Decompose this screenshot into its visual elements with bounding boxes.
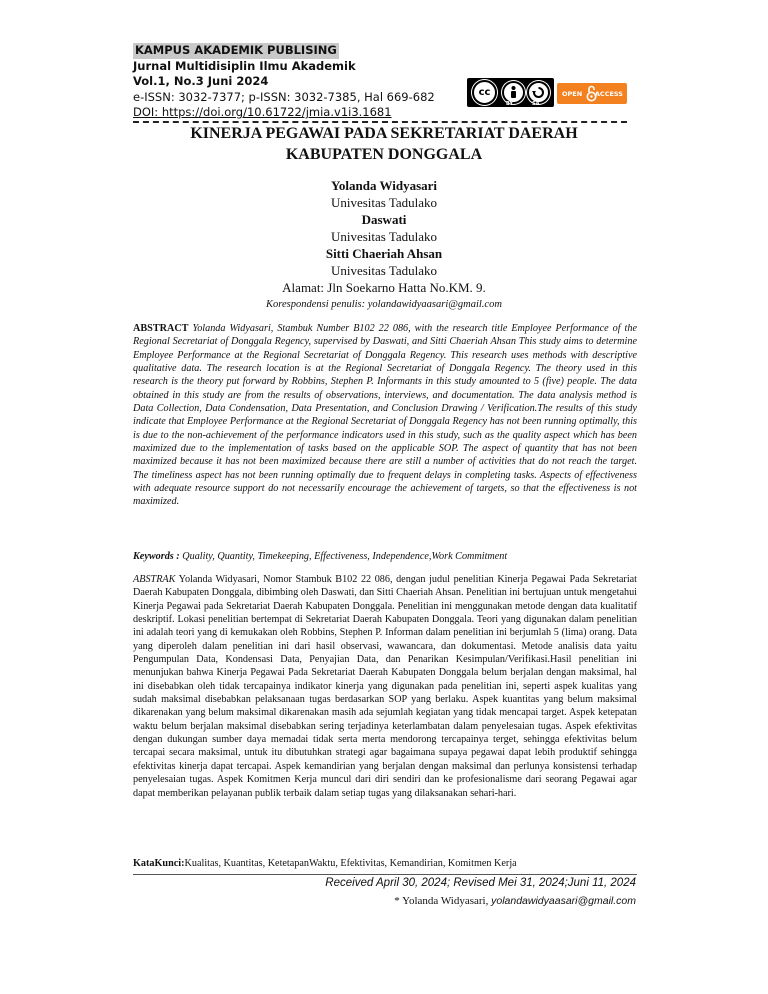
received-dates: Received April 30, 2024; Revised Mei 31, 2024;Juni 11, 2024 (325, 877, 636, 889)
footnote-author: * Yolanda Widyasari, (394, 895, 489, 907)
author-name: Daswati (361, 212, 407, 227)
keywords-english (133, 550, 637, 563)
open-access-badge[interactable] (557, 83, 627, 104)
footer-divider (133, 874, 637, 875)
doi-link[interactable]: DOI: https://doi.org/10.61722/jmia.v1i3.1681 (133, 105, 392, 119)
abstract-label: ABSTRACT (133, 323, 189, 334)
open-label: OPEN (562, 90, 583, 98)
publisher-name: KAMPUS AKADEMIK PUBLISING (135, 43, 337, 57)
abstract-indonesian (133, 573, 637, 800)
title-line-2: KABUPATEN DONGGALA (285, 146, 483, 163)
abstract-english (133, 322, 637, 509)
journal-name: Jurnal Multidisiplin Ilmu Akademik (133, 58, 356, 73)
correspondence-line: Korespondensi penulis: yolandawidyaasari@gmail.com (266, 299, 502, 310)
abstrak-label: ABSTRAK (133, 574, 176, 585)
journal-header (133, 43, 435, 121)
author-footnote (394, 895, 636, 907)
author-block (100, 177, 668, 313)
abstract-indonesian-text: Yolanda Widyasari, Nomor Stambuk B102 22 086, dengan judul penelitian Kinerja Pegawai Pada Sekretariat Daerah Kabupaten Donggala, dibimbing oleh Daswati, dan Sitti Chaeriah Ahsan. Penelitian ini bertujuan untuk mengetahui Kinerja Pegawai pada Sekretariat Daerah Kabupaten Donggala. Penelitian ini menggunakan metode dengan data kualitatif deskriptif. Lokasi penelitian bertempat di Sekretariat Daerah Kabupaten Donggala. Teori yang digunakan dalam penelitian ini adalah teori yang di kemukakan oleh Robbins, Stephen P. Informan dalam penelitian ini berjumlah 5 (lima) orang. Data yang diperoleh dalam penelitian ini dari hasil observasi, wawancara, dan dokumentasi. Metode analisis data yaitu Pengumpulan Data, Kondensasi Data, Penyajian Data, dan Penarikan Kesimpulan/Verifikasi.Hasil penelitian ini menunjukan bahwa Kinerja Pegawai Pada Sekretariat Daerah Kabupaten Donggala belum berjalan dengan maksimal, hal ini disebabkan oleh tidak tercapainya indikator kinerja yang digunakan pada penelitian ini, seperti aspek kualitas yang sudah maksimal disebabkan pelaksanaan tugas berdasarkan SOP yang berlaku. Aspek kuantitas yang belum maksimal dikarenakan yang belum maksimal dikarenakan masih ada sejumlah kegiatan yang tidak mencapai target. Aspek ketepatan waktu belum berjalan maksimal disebabkan sering terjadinya keterlambatan dalam penyelesaian tugas. Aspek efektivitas dengan dukungan sumber daya memadai tidak serta merta mendorong tercapainya terget, sehingga efektivitas belum tercapai secara maksimal, untuk itu dibutuhkan strategi agar bagaimana supaya pegawai dapat lebih produktif sehingga efektivitas kinerja dapat tercapai. Aspek kemandirian yang berjalan dengan maksimal dan perlunya konsistensi terhadap penyelesaian tugas. Aspek Komitmen Kerja muncul dari diri sendiri dan ke profesionalisme dari seorang Pegawai agar dapat memberikan pelayanan publik terbaik dalam setiap tugas yang dilaksanakan sehari-hari. (133, 574, 637, 799)
keywords-english-text: Quality, Quantity, Timekeeping, Effectiveness, Independence,Work Commitment (182, 551, 508, 562)
author-affiliation: Univesitas Tadulako (330, 263, 438, 278)
author-affiliation: Univesitas Tadulako (330, 229, 438, 244)
author-name: Sitti Chaeriah Ahsan (325, 246, 443, 261)
access-label: ACCESS (594, 90, 623, 98)
footnote-email[interactable]: yolandawidyaasari@gmail.com (491, 895, 636, 907)
author-address: Alamat: Jln Soekarno Hatta No.KM. 9. (282, 280, 486, 295)
author-name: Yolanda Widyasari (330, 178, 438, 193)
cc-by-label: BY (506, 101, 514, 107)
title-line-1: KINERJA PEGAWAI PADA SEKRETARIAT DAERAH (190, 125, 578, 142)
katakunci-label: KataKunci: (133, 858, 185, 869)
paper-title (100, 123, 668, 165)
cc-sa-label: SA (532, 101, 540, 107)
cc-icon: cc (472, 80, 497, 105)
author-affiliation: Univesitas Tadulako (330, 195, 438, 210)
issn-info: e-ISSN: 3032-7377; p-ISSN: 3032-7385, Hal 669-682 (133, 89, 435, 104)
keywords-indonesian (133, 857, 637, 870)
volume-info: Vol.1, No.3 Juni 2024 (133, 74, 269, 88)
creative-commons-badge[interactable] (467, 78, 554, 107)
keywords-label: Keywords : (133, 551, 180, 562)
abstract-english-text: Yolanda Widyasari, Stambuk Number B102 22 086, with the research title Employee Performance of the Regional Secretariat of Donggala Regency, supervised by Daswati, and Sitti Chaeriah Ahsan This study aims to determine Employee Performance at the Regional Secretariat of Donggala Regency. This research uses methods with descriptive qualitative data. The research location is at the Regional Secretariat of Donggala Regency. The theory used in this research is the theory put forward by Robbins, Stephen P. Informants in this study amounted to 5 (five) people. The data obtained in this study are from the results of observations, interviews, and documentation. The data analysis method is Data Collection, Data Condensation, Data Presentation, and Conclusion Drawing / Verification.The results of this study indicate that Employee Performance at the Regional Secretariat of Donggala Regency has not been running optimally, this is due to the non-achievement of the performance indicators used in this study, such as the quality aspect which has been maximized due to the implementation of tasks based on the applicable SOP. The aspect of quantity that has not been maximized because it has not been maximized because there are still a number of activities that do not reach the target. The timeliness aspect has not been running optimally due to frequent delays in completing tasks. Aspects of effectiveness with adequate resource support do not necessarily encourage the achievement of targets, so that the effectiveness is not maximized. (133, 323, 637, 508)
keywords-indonesian-text: Kualitas, Kuantitas, KetetapanWaktu, Efektivitas, Kemandirian, Komitmen Kerja (184, 858, 517, 869)
